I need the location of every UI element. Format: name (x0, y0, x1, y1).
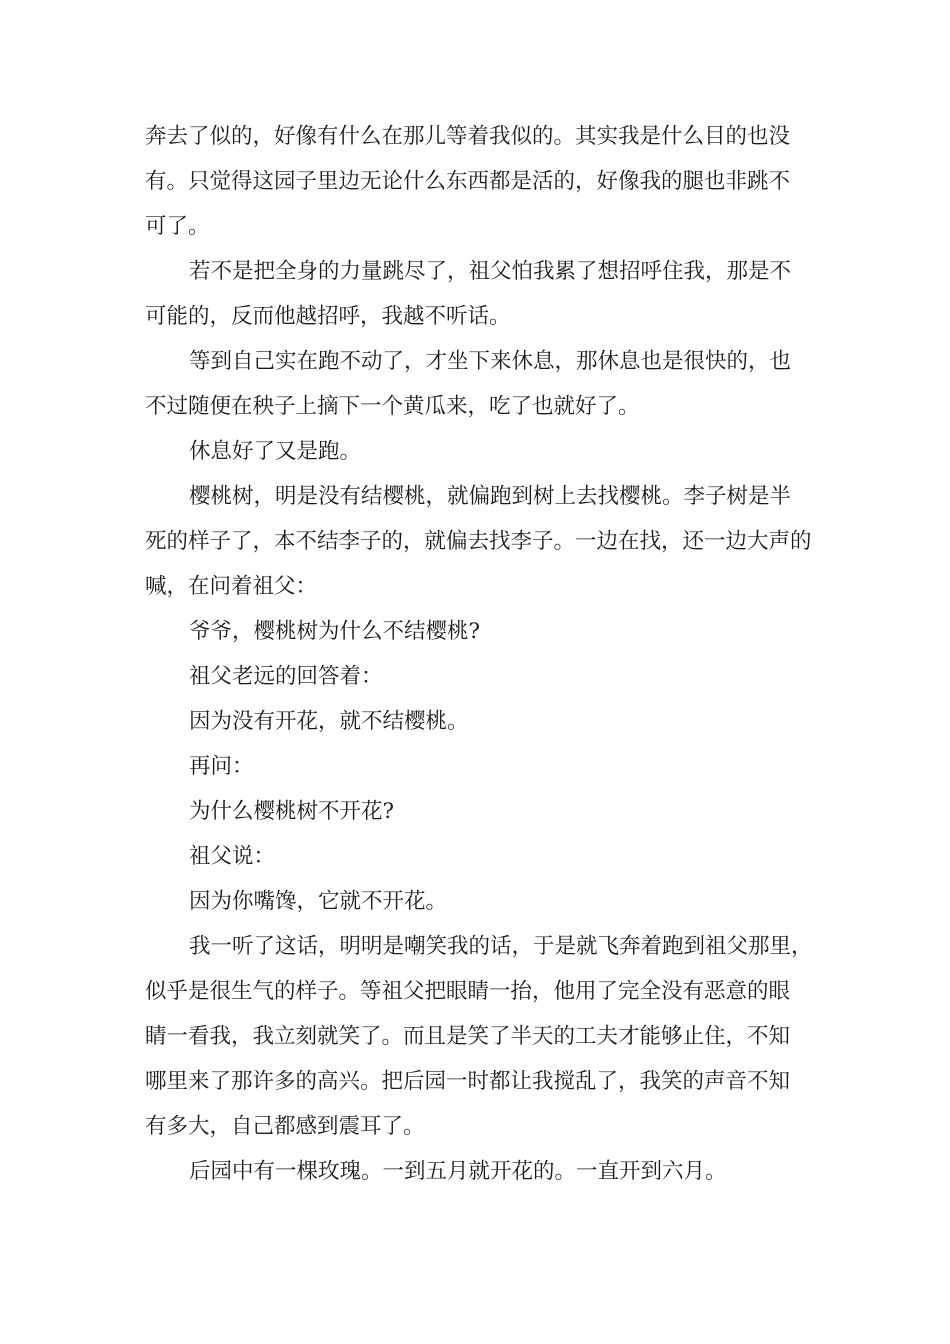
text-line-content: 有。只觉得这园子里边无论什么东西都是活的，好像我的腿也非跳不 (145, 169, 791, 194)
text-line (0, 432, 950, 472)
text-line (0, 342, 950, 382)
text-line-content: 为什么樱桃树不开花? (189, 799, 395, 824)
text-line-content: 后园中有一棵玫瑰。一到五月就开花的。一直开到六月。 (189, 1159, 727, 1184)
text-line-content: 有多大，自己都感到震耳了。 (145, 1114, 425, 1139)
text-line (0, 657, 950, 697)
text-line (0, 252, 950, 292)
text-line (0, 702, 950, 742)
text-line (0, 387, 950, 427)
text-line-content: 可了。 (145, 214, 210, 239)
text-line (0, 297, 950, 337)
text-line (0, 1107, 950, 1147)
text-line-content: 祖父说： (189, 844, 276, 869)
text-line (0, 477, 950, 517)
text-line-content: 奔去了似的，好像有什么在那儿等着我似的。其实我是什么目的也没 (145, 124, 791, 149)
text-line (0, 882, 950, 922)
text-line (0, 207, 950, 247)
text-line-content: 祖父老远的回答着： (189, 664, 383, 689)
text-line-content: 休息好了又是跑。 (189, 439, 362, 464)
text-line-content: 若不是把全身的力量跳尽了，祖父怕我累了想招呼住我，那是不 (189, 259, 792, 284)
text-line-content: 再问： (189, 754, 254, 779)
text-line (0, 837, 950, 877)
text-line-content: 不过随便在秧子上摘下一个黄瓜来，吃了也就好了。 (145, 394, 640, 419)
text-line (0, 522, 950, 562)
text-line-content: 睛一看我，我立刻就笑了。而且是笑了半天的工夫才能够止住，不知 (145, 1024, 791, 1049)
text-line (0, 612, 950, 652)
text-line (0, 792, 950, 832)
text-line-content: 等到自己实在跑不动了，才坐下来休息，那休息也是很快的，也 (189, 349, 792, 374)
text-line-content: 死的样子了，本不结李子的，就偏去找李子。一边在找，还一边大声的 (145, 529, 812, 554)
text-line (0, 1017, 950, 1057)
text-line (0, 567, 950, 607)
text-line-content: 因为你嘴馋，它就不开花。 (189, 889, 448, 914)
text-line-content: 爷爷，樱桃树为什么不结樱桃? (189, 619, 481, 644)
text-line (0, 972, 950, 1012)
text-line (0, 747, 950, 787)
text-line-content: 因为没有开花，就不结樱桃。 (189, 709, 469, 734)
text-line-content: 樱桃树，明是没有结樱桃，就偏跑到树上去找樱桃。李子树是半 (189, 484, 792, 509)
text-line-content: 似乎是很生气的样子。等祖父把眼睛一抬，他用了完全没有恶意的眼 (145, 979, 791, 1004)
text-line-content: 我一听了这话，明明是嘲笑我的话，于是就飞奔着跑到祖父那里， (189, 934, 813, 959)
text-line (0, 927, 950, 967)
text-line-content: 哪里来了那许多的高兴。把后园一时都让我搅乱了，我笑的声音不知 (145, 1069, 791, 1094)
text-line-content: 可能的，反而他越招呼，我越不听话。 (145, 304, 511, 329)
text-line-content: 喊，在问着祖父： (145, 574, 318, 599)
text-line (0, 117, 950, 157)
text-line (0, 1062, 950, 1102)
text-line (0, 1152, 950, 1192)
text-line (0, 162, 950, 202)
